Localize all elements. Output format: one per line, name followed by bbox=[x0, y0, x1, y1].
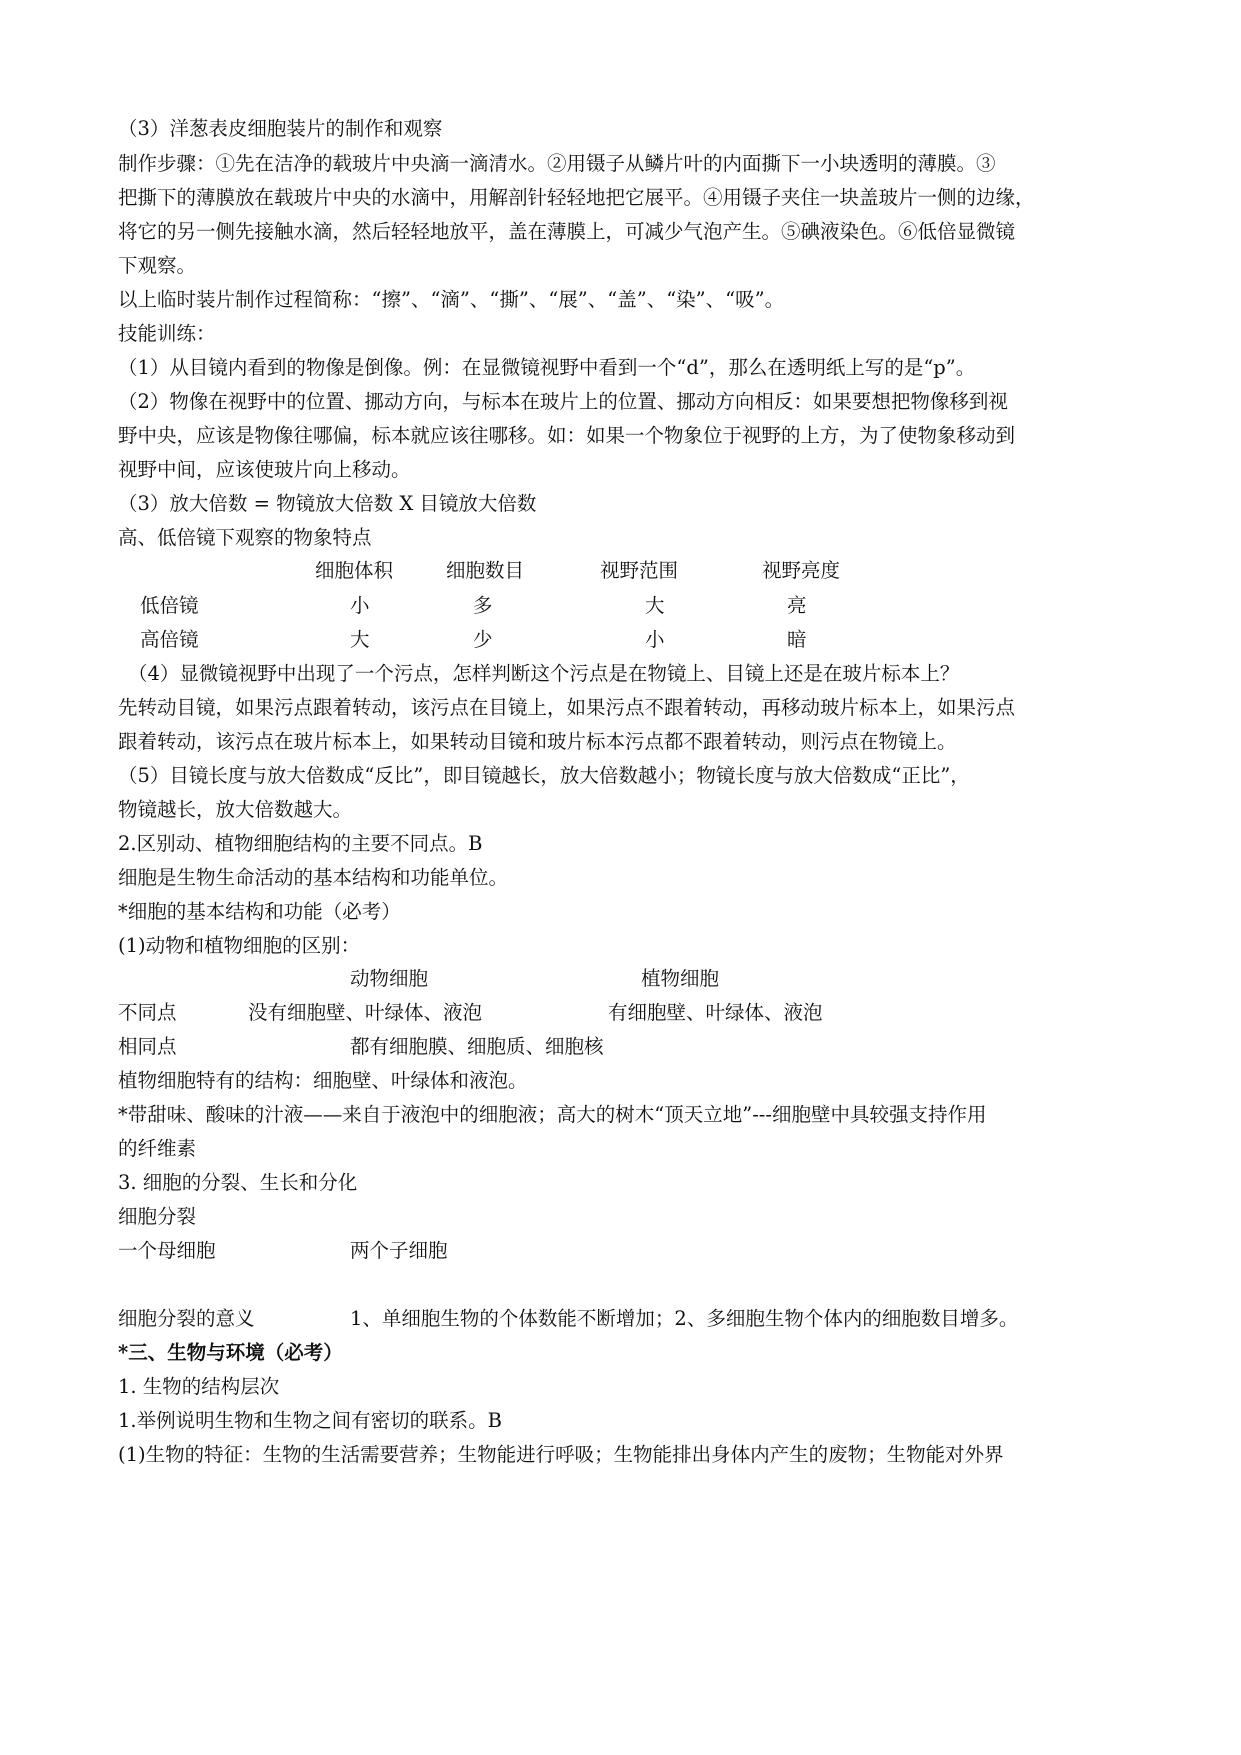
paragraph-line: 2.区别动、植物细胞结构的主要不同点。B bbox=[118, 832, 483, 855]
table-header: 植物细胞 bbox=[641, 967, 720, 990]
paragraph-line: 的纤维素 bbox=[118, 1137, 197, 1160]
paragraph-line: 先转动目镜，如果污点跟着转动，该污点在目镜上，如果污点不跟着转动，再移动玻片标本上，如果污点 bbox=[118, 696, 1016, 719]
table-header: 动物细胞 bbox=[350, 967, 429, 990]
section-heading-onion-slide: （3）洋葱表皮细胞装片的制作和观察 bbox=[118, 117, 443, 140]
table-header: 细胞体积 bbox=[315, 559, 394, 582]
section-heading: 3. 细胞的分裂、生长和分化 bbox=[118, 1171, 358, 1194]
table-caption: 高、低倍镜下观察的物象特点 bbox=[118, 526, 372, 549]
table-cell: 多 bbox=[473, 594, 493, 617]
paragraph-line: 制作步骤：①先在洁净的载玻片中央滴一滴清水。②用镊子从鳞片叶的内面撕下一小块透明的薄膜。③ bbox=[118, 152, 996, 175]
paragraph-line: 下观察。 bbox=[118, 254, 197, 277]
table-header: 细胞数目 bbox=[446, 559, 525, 582]
paragraph-line: （5）目镜长度与放大倍数成“反比”，即目镜越长，放大倍数越小；物镜长度与放大倍数成“正比”， bbox=[118, 764, 970, 787]
paragraph-line: 视野中间，应该使玻片向上移动。 bbox=[118, 458, 411, 481]
paragraph-line: （2）物像在视野中的位置、挪动方向，与标本在玻片上的位置、挪动方向相反：如果要想把物像移到视 bbox=[118, 390, 1008, 413]
table-cell: 小 bbox=[645, 628, 665, 651]
paragraph-line: （4）显微镜视野中出现了一个污点，怎样判断这个污点是在物镜上、目镜上还是在玻片标本上？ bbox=[128, 662, 960, 685]
paragraph-line: 植物细胞特有的结构：细胞壁、叶绿体和液泡。 bbox=[118, 1069, 528, 1092]
division-mother-cell: 一个母细胞 bbox=[118, 1239, 216, 1262]
table-row-label: 低倍镜 bbox=[140, 594, 199, 617]
table-cell: 没有细胞壁、叶绿体、液泡 bbox=[248, 1001, 483, 1024]
table-cell: 暗 bbox=[787, 628, 807, 651]
paragraph-line: 1. 生物的结构层次 bbox=[118, 1375, 280, 1398]
table-cell: 有细胞壁、叶绿体、液泡 bbox=[608, 1001, 823, 1024]
paragraph-line: 1.举例说明生物和生物之间有密切的联系。B bbox=[118, 1409, 502, 1432]
paragraph-line: 跟着转动，该污点在玻片标本上，如果转动目镜和玻片标本污点都不跟着转动，则污点在物镜上。 bbox=[118, 730, 957, 753]
table-cell: 亮 bbox=[787, 594, 807, 617]
table-row-label: 相同点 bbox=[118, 1035, 177, 1058]
magnification-formula: （3）放大倍数 = 物镜放大倍数 X 目镜放大倍数 bbox=[118, 492, 537, 515]
table-cell: 大 bbox=[350, 628, 370, 651]
table-row-label: 高倍镜 bbox=[140, 628, 199, 651]
paragraph-line: 将它的另一侧先接触水滴，然后轻轻地放平，盖在薄膜上，可减少气泡产生。⑤碘液染色。⑥低倍显微镜 bbox=[118, 220, 1016, 243]
paragraph-line: 把撕下的薄膜放在载玻片中央的水滴中，用解剖针轻轻地把它展平。④用镊子夹住一块盖玻片一侧的边缘， bbox=[118, 186, 1035, 209]
table-cell: 大 bbox=[645, 594, 665, 617]
table-cell: 少 bbox=[473, 628, 493, 651]
paragraph-line: （1）从目镜内看到的物像是倒像。例：在显微镜视野中看到一个“d”，那么在透明纸上写的是“p”。 bbox=[118, 356, 976, 379]
table-header: 视野范围 bbox=[600, 559, 679, 582]
skills-heading: 技能训练： bbox=[118, 322, 216, 345]
paragraph-line: 野中央，应该是物像往哪偏，标本就应该往哪移。如：如果一个物象位于视野的上方，为了使物象移动到 bbox=[118, 424, 1016, 447]
paragraph-line: (1)动物和植物细胞的区别： bbox=[118, 934, 361, 957]
division-meaning-label: 细胞分裂的意义 bbox=[118, 1307, 255, 1330]
paragraph-line: 物镜越长，放大倍数越大。 bbox=[118, 798, 353, 821]
table-cell: 都有细胞膜、细胞质、细胞核 bbox=[350, 1035, 604, 1058]
paragraph-line: 细胞是生物生命活动的基本结构和功能单位。 bbox=[118, 866, 509, 889]
paragraph-line: *细胞的基本结构和功能（必考） bbox=[118, 900, 401, 923]
division-meaning-text: 1、单细胞生物的个体数能不断增加；2、多细胞生物个体内的细胞数目增多。 bbox=[350, 1307, 1019, 1330]
table-header: 视野亮度 bbox=[762, 559, 841, 582]
paragraph-line: 以上临时装片制作过程简称：“擦”、“滴”、“撕”、“展”、“盖”、“染”、“吸”。 bbox=[118, 288, 785, 311]
section-heading-bold: *三、生物与环境（必考） bbox=[118, 1341, 343, 1364]
paragraph-line: 细胞分裂 bbox=[118, 1205, 197, 1228]
division-daughter-cells: 两个子细胞 bbox=[350, 1239, 448, 1262]
paragraph-line: *带甜味、酸味的汁液——来自于液泡中的细胞液；高大的树木“顶天立地”---细胞壁中具较强支持作用 bbox=[118, 1103, 987, 1126]
table-row-label: 不同点 bbox=[118, 1001, 177, 1024]
paragraph-line: (1)生物的特征：生物的生活需要营养；生物能进行呼吸；生物能排出身体内产生的废物；生物能对外界 bbox=[118, 1443, 1004, 1466]
table-cell: 小 bbox=[350, 594, 370, 617]
